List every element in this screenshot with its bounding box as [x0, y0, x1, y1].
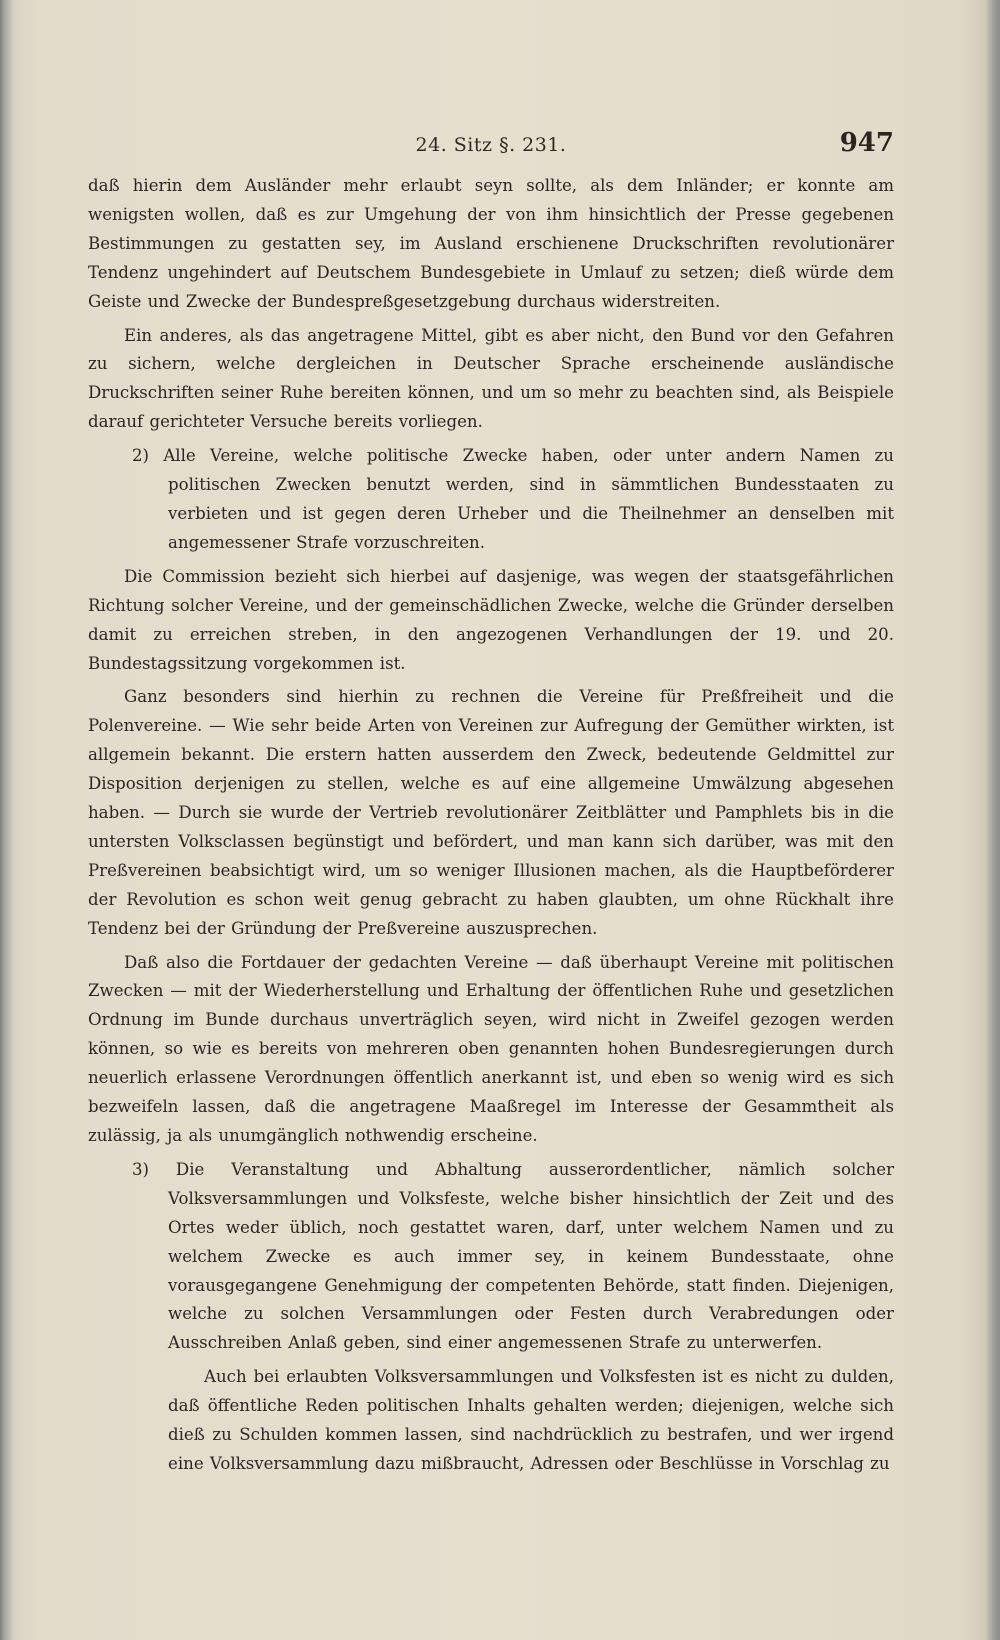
running-head: 24. Sitz §. 231. — [415, 134, 567, 156]
paragraph: Ganz besonders sind hierhin zu rechnen die Vereine für Preßfreiheit und die Polenvereine. — Wie sehr beide Arten von Vereinen zur Aufregung der Gemüther wirkten, ist allgemein bekannt. Die erstern hatten ausserdem den Zweck, bedeutende Geldmittel zur Disposition derjenigen zu stellen, welche es auf eine allgemeine Umwälzung abgesehen haben. — Durch sie wurde der Vertrieb revolutionärer Zeitblätter und Pamphlets bis in die untersten Volksclassen begünstigt und befördert, und man kann sich darüber, was mit den Preßvereinen beabsichtigt wird, um so weniger Illusionen machen, als die Hauptbeförderer der Revolution es schon weit genug gebracht zu haben glaubten, um ohne Rückhalt ihre Tendenz bei der Gründung der Preßvereine auszusprechen. — [88, 687, 894, 938]
document-page — [88, 128, 894, 1484]
document-body — [88, 172, 894, 1479]
paragraph: Die Commission bezieht sich hierbei auf dasjenige, was wegen der staatsgefährlichen Richtung solcher Vereine, und der gemeinschädlichen Zwecke, welche die Gründer derselben damit zu erreichen streben, in den angezogenen Verhandlungen der 19. und 20. Bundestagssitzung vorgekommen ist. — [88, 566, 894, 673]
paragraph: Ein anderes, als das angetragene Mittel, gibt es aber nicht, den Bund vor den Gefahren zu sichern, welche dergleichen in Deutscher Sprache erscheinende ausländische Druckschriften seiner Ruhe bereiten können, und um so mehr zu beachten sind, als Beispiele darauf gerichteter Versuche bereits vorliegen. — [88, 325, 894, 432]
paragraph: Daß also die Fortdauer der gedachten Vereine — daß überhaupt Vereine mit politischen Zwecken — mit der Wiederherstellung und Erhaltung der öffentlichen Ruhe und gesetzlichen Ordnung im Bunde durchaus unverträglich seyen, wird nicht in Zweifel gezogen werden können, so wie es bereits von mehreren oben genannten hohen Bundesregierungen durch neuerlich erlassene Verordnungen öffentlich anerkannt ist, und eben so wenig wird es sich bezweifeln lassen, daß die angetragene Maaßregel im Interesse der Gesammtheit als zulässig, ja als unumgänglich nothwendig erscheine. — [88, 952, 894, 1145]
page-header — [88, 128, 894, 172]
paragraph-continuation: daß hierin dem Ausländer mehr erlaubt seyn sollte, als dem Inländer; er konnte am wenigsten wollen, daß es zur Umgehung der von ihm hinsichtlich der Presse gegebenen Bestimmungen zu gestatten sey, im Ausland erschienene Druckschriften revolutionärer Tendenz ungehindert auf Deutschem Bundesgebiete in Umlauf zu setzen; dieß würde dem Geiste und Zwecke der Bundespreßgesetzgebung durchaus widerstreiten. — [88, 176, 894, 311]
indented-paragraph: Auch bei erlaubten Volksversammlungen und Volksfesten ist es nicht zu dulden, daß öffentliche Reden politischen Inhalts gehalten werden; diejenigen, welche sich dieß zu Schulden kommen lassen, sind nachdrücklich zu bestrafen, und wer irgend eine Volksversammlung dazu mißbraucht, Adressen oder Beschlüsse in Vorschlag zu — [168, 1367, 894, 1473]
page-number: 947 — [839, 128, 894, 158]
numbered-item-2: 2) Alle Vereine, welche politische Zwecke haben, oder unter andern Namen zu politischen Zwecken benutzt werden, sind in sämmtlichen Bundesstaaten zu verbieten und ist gegen deren Urheber und die Theilnehmer an denselben mit angemessener Strafe vorzuschreiten. — [132, 446, 894, 552]
numbered-item-3: 3) Die Veranstaltung und Abhaltung ausserordentlicher, nämlich solcher Volksversammlungen und Volksfeste, welche bisher hinsichtlich der Zeit und des Ortes weder üblich, noch gestattet waren, darf, unter welchem Namen und zu welchem Zwecke es auch immer sey, in keinem Bundesstaate, ohne vorausgegangene Genehmigung der competenten Behörde, statt finden. Diejenigen, welche zu solchen Versammlungen oder Festen durch Verabredungen oder Ausschreiben Anlaß geben, sind einer angemessenen Strafe zu unterwerfen. — [132, 1159, 894, 1353]
